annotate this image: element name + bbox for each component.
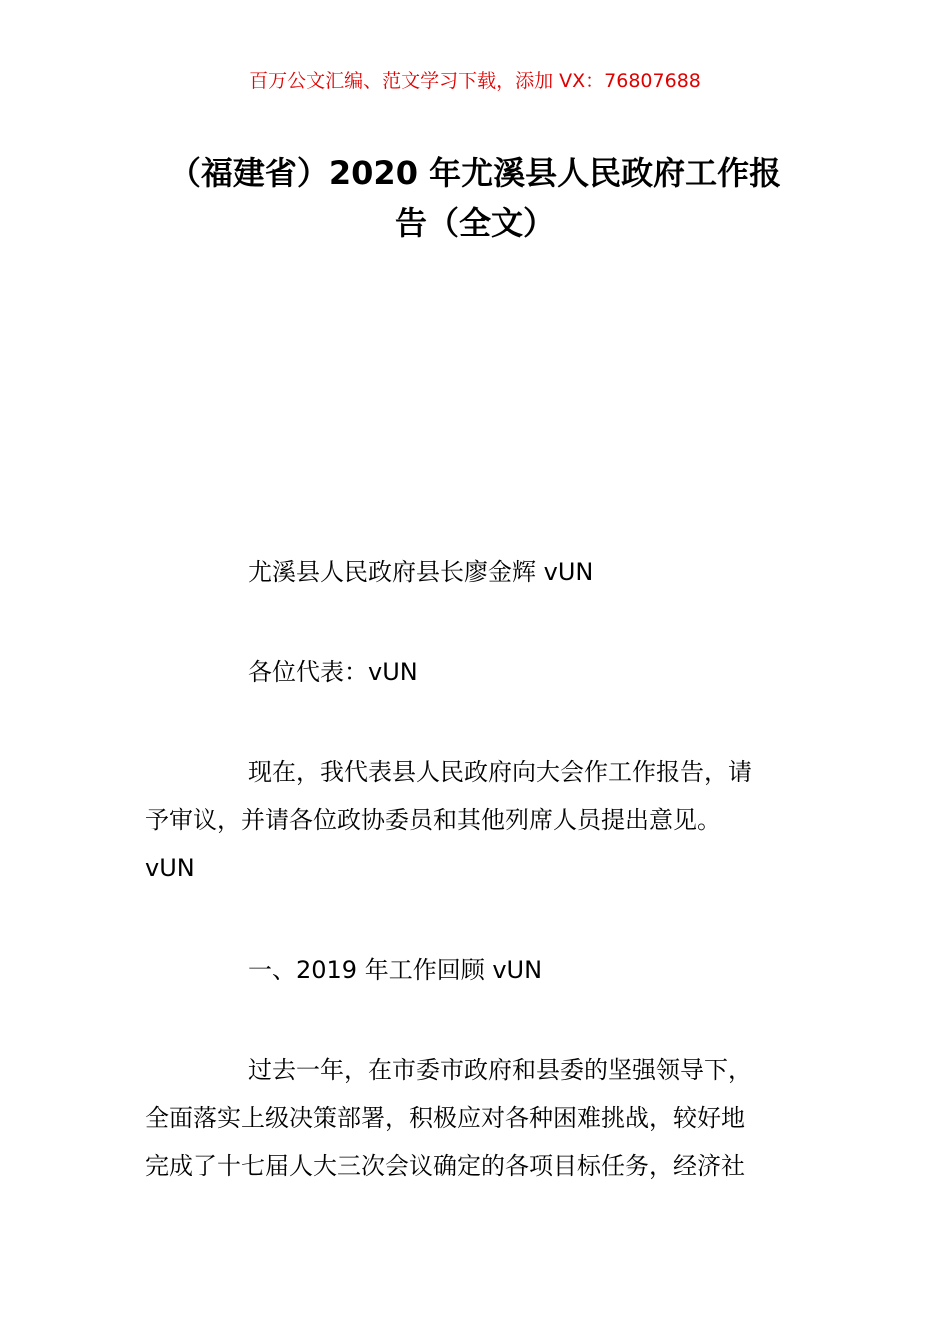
document-title [145,148,805,248]
author-text: 尤溪县人民政府县长廖金辉 vUN [248,558,594,586]
section-heading-text: 一、2019 年工作回顾 vUN [248,956,543,984]
intro-line-1: 现在，我代表县人民政府向大会作工作报告，请 [248,758,752,786]
review-line-1: 过去一年，在市委市政府和县委的坚强领导下， [248,1056,752,1084]
review-line-3: 完成了十七届人大三次会议确定的各项目标任务，经济社 [145,1152,745,1180]
header-note: 百万公文汇编、范文学习下载，添加 VX：76807688 [249,70,701,92]
title-line-2: 告（全文） [394,204,555,242]
greeting-line [145,648,810,696]
section-heading [145,946,810,994]
intro-line-2: 予审议，并请各位政协委员和其他列席人员提出意见。 [145,806,721,834]
intro-paragraph [145,748,810,892]
greeting-text: 各位代表：vUN [248,658,418,686]
title-line-1: （福建省）2020 年尤溪县人民政府工作报 [168,154,782,192]
author-line [145,548,810,596]
review-paragraph [145,1046,810,1190]
intro-line-3: vUN [145,854,195,882]
review-line-2: 全面落实上级决策部署，积极应对各种困难挑战，较好地 [145,1104,745,1132]
